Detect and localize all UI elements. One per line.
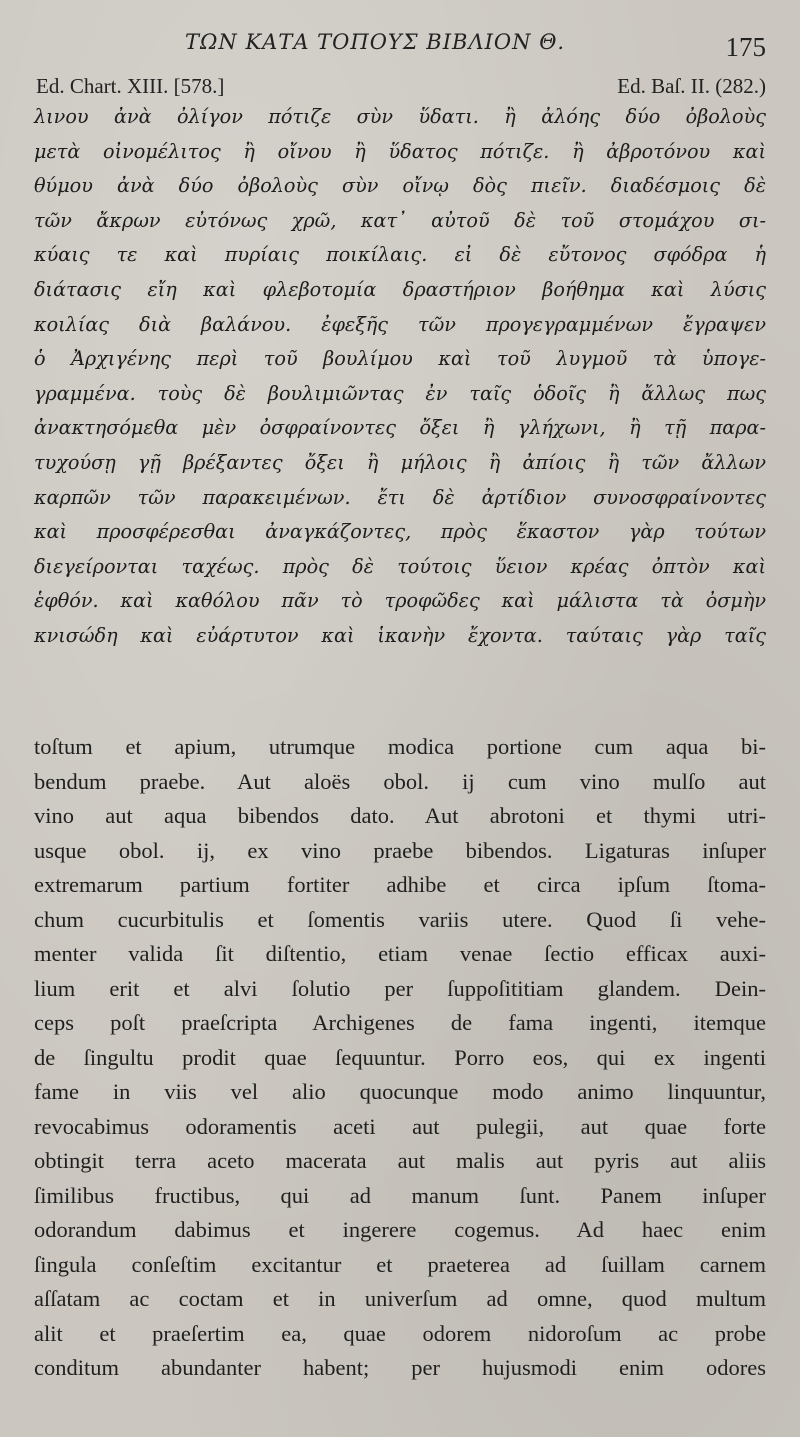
greek-line: καρπῶν τῶν παρακειμένων. ἔτι δὲ ἀρτίδιον συνοσφραίνοντες <box>34 485 766 509</box>
latin-line: vino aut aqua bibendos dato. Aut abrotoni et thymi utri- <box>34 803 766 828</box>
greek-line: διεγείρονται ταχέως. πρὸς δὲ τούτοις ὕειον κρέας ὀπτὸν καὶ <box>34 554 766 578</box>
greek-line: ἀνακτησόμεθα μὲν ὀσφραίνοντες ὄξει ἢ γλήχωνι, ἢ τῇ παρα- <box>34 416 766 440</box>
greek-line: διάτασις εἴη καὶ φλεβοτομία δραστήριον βοήθημα καὶ λύσις <box>34 277 766 301</box>
greek-line: ἑφθόν. καὶ καθόλου πᾶν τὸ τροφῶδες καὶ μάλιστα τὰ ὀσμὴν <box>34 589 766 613</box>
greek-line: κύαις τε καὶ πυρίαις ποικίλαις. εἰ δὲ εὔτονος σφόδρα ἡ <box>34 243 766 267</box>
latin-line: aſſatam ac coctam et in univerſum ad omne, quod multum <box>34 1286 766 1311</box>
page-header <box>0 30 800 64</box>
page-number: 175 <box>725 32 766 62</box>
greek-line: γραμμένα. τοὺς δὲ βουλιμιῶντας ἐν ταῖς ὁδοῖς ἢ ἄλλως πως <box>34 381 766 405</box>
latin-line: ſingula conſeſtim excitantur et praeterea ad ſuillam carnem <box>34 1251 766 1277</box>
greek-line: ὁ Ἀρχιγένης περὶ τοῦ βουλίμου καὶ τοῦ λυγμοῦ τὰ ὑπογε- <box>34 347 766 371</box>
latin-line: ſimilibus fructibus, qui ad manum ſunt. Panem inſuper <box>34 1182 766 1208</box>
latin-line: toſtum et apium, utrumque modica portione cum aqua bi- <box>34 734 766 759</box>
greek-line: τυχούσῃ γῇ βρέξαντες ὄξει ἢ μήλοις ἢ ἀπίοις ἢ τῶν ἄλλων <box>34 450 766 474</box>
latin-line: extremarum partium fortiter adhibe et circa ipſum ſtoma- <box>34 872 766 897</box>
greek-line: καὶ προσφέρεσθαι ἀναγκάζοντες, πρὸς ἕκαστον γὰρ τούτων <box>34 520 766 544</box>
latin-text-block <box>34 730 766 1386</box>
greek-text-block <box>34 100 766 654</box>
edition-chartier-reference: Ed. Chart. XIII. [578.] <box>36 74 225 98</box>
greek-line: θύμου ἀνὰ δύο ὀβολοὺς σὺν οἴνῳ δὸς πιεῖν. διαδέσμοις δὲ <box>34 174 766 198</box>
latin-line: bendum praebe. Aut aloës obol. ij cum vino mulſo aut <box>34 768 766 794</box>
latin-line: chum cucurbitulis et ſomentis variis utere. Quod ſi vehe- <box>34 906 766 932</box>
running-title: ΤΩΝ ΚΑΤΑ ΤΟΠΟΥΣ ΒΙΒΛΙΟΝ Θ. <box>185 30 566 54</box>
edition-reference-line <box>36 74 766 102</box>
latin-line: ceps poſt praeſcripta Archigenes de fama ingenti, itemque <box>34 1010 766 1035</box>
latin-line: usque obol. ij, ex vino praebe bibendos. Ligaturas inſuper <box>34 837 766 863</box>
latin-line: revocabimus odoramentis aceti aut pulegii, aut quae forte <box>34 1113 766 1139</box>
greek-line: λινου ἀνὰ ὀλίγον πότιζε σὺν ὕδατι. ἢ ἀλόης δύο ὀβολοὺς <box>34 105 766 128</box>
latin-line: fame in viis vel alio quocunque modo animo linquuntur, <box>34 1079 766 1104</box>
latin-line: obtingit terra aceto macerata aut malis aut pyris aut aliis <box>34 1148 766 1173</box>
latin-line: lium erit et alvi ſolutio per ſuppoſititiam glandem. Dein- <box>34 975 766 1001</box>
greek-line: κνισώδη καὶ εὐάρτυτον καὶ ἱκανὴν ἔχοντα. ταύταις γὰρ ταῖς <box>34 623 766 647</box>
latin-line: menter valida ſit diſtentio, etiam venae ſectio efficax auxi- <box>34 941 766 966</box>
latin-line: odorandum dabimus et ingerere cogemus. Ad haec enim <box>34 1217 766 1242</box>
latin-line: alit et praeſertim ea, quae odorem nidoroſum ac probe <box>34 1320 766 1346</box>
latin-line: conditum abundanter habent; per hujusmodi enim odores <box>34 1355 766 1380</box>
greek-line: κοιλίας διὰ βαλάνου. ἐφεξῆς τῶν προγεγραμμένων ἔγραψεν <box>34 312 766 336</box>
latin-line: de ſingultu prodit quae ſequuntur. Porro eos, qui ex ingenti <box>34 1044 766 1070</box>
greek-line: μετὰ οἰνομέλιτος ἢ οἴνου ἢ ὕδατος πότιζε. ἢ ἀβροτόνου καὶ <box>34 139 766 163</box>
greek-line: τῶν ἄκρων εὐτόνως χρῶ, κατ᾽ αὐτοῦ δὲ τοῦ στομάχου σι- <box>34 208 766 232</box>
edition-basel-reference: Ed. Baſ. II. (282.) <box>617 74 766 98</box>
